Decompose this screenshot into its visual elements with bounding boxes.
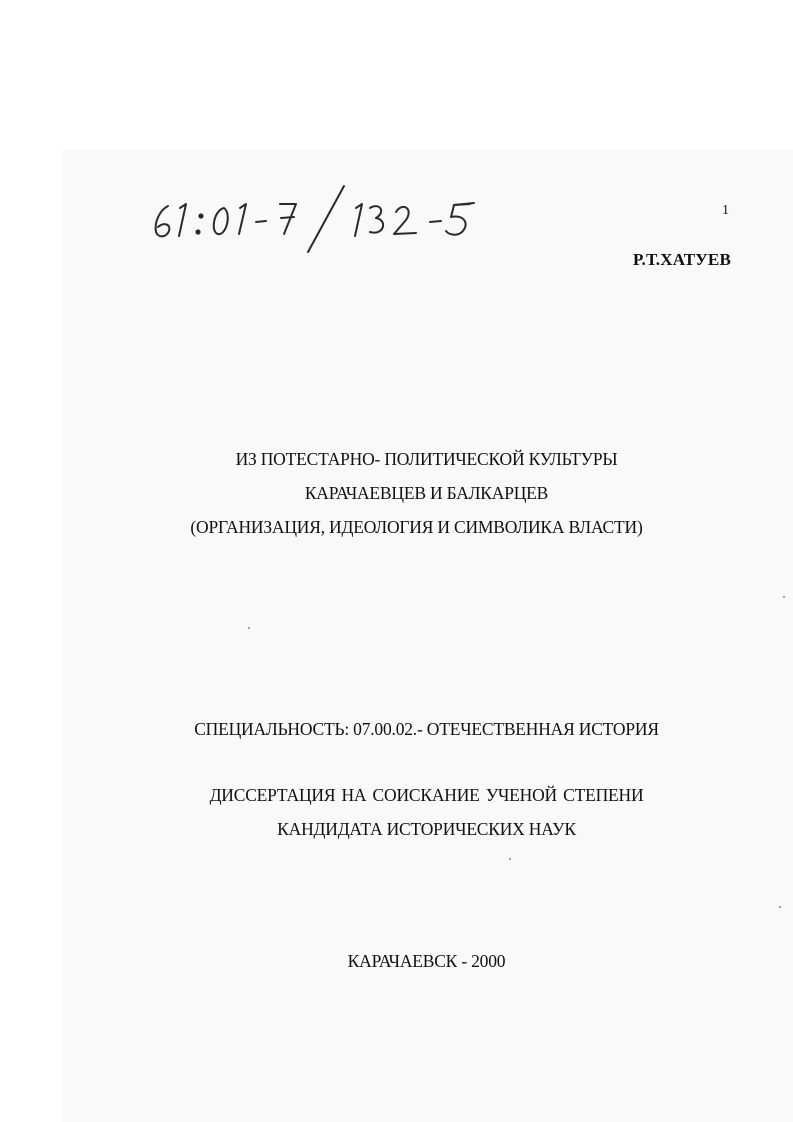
city-year-block — [0, 944, 793, 978]
title-line-2: КАРАЧАЕВЦЕВ И БАЛКАРЦЕВ — [304, 483, 549, 503]
scan-speck — [248, 627, 250, 629]
degree-line-1: ДИССЕРТАЦИЯ НА СОИСКАНИЕ УЧЕНОЙ СТЕПЕНИ — [209, 785, 644, 805]
handwritten-archive-code-drawing — [148, 184, 528, 254]
scan-speck — [779, 906, 781, 908]
title-line-3: (ОРГАНИЗАЦИЯ, ИДЕОЛОГИЯ И СИМВОЛИКА ВЛАСТИ) — [190, 517, 643, 537]
scan-speck — [783, 596, 785, 598]
degree-block — [0, 778, 793, 846]
specialty-block — [0, 712, 793, 746]
title-line-1: ИЗ ПОТЕСТАРНО- ПОЛИТИЧЕСКОЙ КУЛЬТУРЫ — [235, 449, 618, 469]
scan-speck — [509, 858, 511, 860]
author-name: Р.Т.ХАТУЕВ — [633, 250, 731, 269]
page-number: 1 — [722, 203, 729, 218]
handwritten-archive-code — [148, 184, 528, 254]
specialty-line: СПЕЦИАЛЬНОСТЬ: 07.00.02.- ОТЕЧЕСТВЕННАЯ ИСТОРИЯ — [194, 719, 659, 739]
degree-line-2: КАНДИДАТА ИСТОРИЧЕСКИХ НАУК — [277, 819, 576, 839]
city-year: КАРАЧАЕВСК - 2000 — [347, 951, 506, 971]
dissertation-title — [0, 442, 793, 544]
